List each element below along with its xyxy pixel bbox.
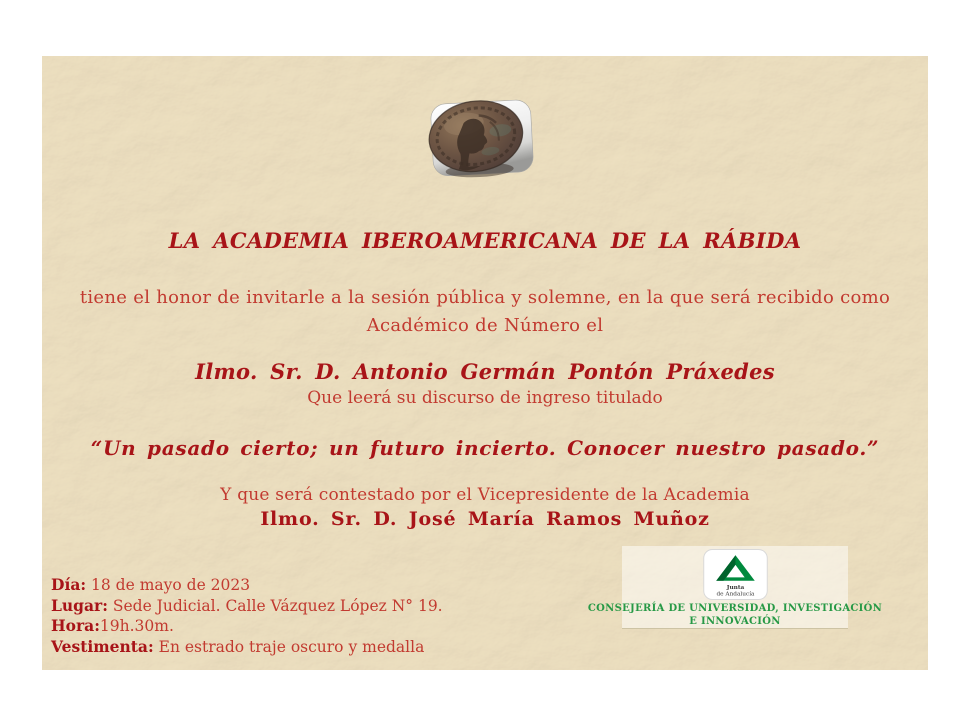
detail-row-dia	[51, 575, 443, 596]
detail-label-hora: Hora:	[51, 616, 100, 635]
detail-value-vestimenta: En estrado traje oscuro y medalla	[153, 637, 425, 656]
event-details	[51, 575, 443, 657]
honoree-subtitle: Que leerá su discurso de ingreso titulado	[307, 388, 663, 408]
response-name: Ilmo. Sr. D. José María Ramos Muñoz	[260, 508, 710, 530]
detail-row-vestimenta	[51, 637, 443, 658]
detail-value-hora: 19h.30m.	[99, 617, 174, 635]
academia-medallion-icon	[422, 96, 538, 180]
invitation-intro	[42, 284, 928, 340]
consejeria-text	[588, 602, 882, 628]
junta-brand-line1: Junta	[726, 584, 744, 591]
detail-row-lugar	[51, 596, 443, 617]
detail-label-dia: Día:	[51, 575, 87, 594]
detail-value-dia: 18 de mayo de 2023	[86, 576, 251, 594]
detail-label-vestimenta: Vestimenta:	[51, 636, 154, 656]
detail-value-lugar: Sede Judicial. Calle Vázquez López N° 19.	[107, 596, 443, 615]
junta-brand-line2: de Andalucía	[715, 591, 755, 598]
consejeria-line1: CONSEJERÍA DE UNIVERSIDAD, INVESTIGACIÓN	[587, 603, 883, 614]
junta-de-andalucia-logo	[702, 549, 769, 600]
intro-line2: Académico de Número el	[366, 315, 604, 336]
academy-title: LA ACADEMIA IBEROAMERICANA DE LA RÁBIDA	[168, 228, 802, 253]
honoree-name: Ilmo. Sr. D. Antonio Germán Pontón Práxedes	[195, 359, 775, 384]
consejeria-line2: E INNOVACIÓN	[689, 616, 781, 627]
response-line: Y que será contestado por el Vicepresidente de la Academia	[220, 485, 750, 505]
invitation-document	[42, 56, 928, 670]
intro-line1: tiene el honor de invitarle a la sesión pública y solemne, en la que será recibido como	[79, 287, 891, 308]
detail-row-hora	[51, 616, 443, 637]
speech-title: “Un pasado cierto; un futuro incierto. Conocer nuestro pasado.”	[90, 436, 880, 460]
detail-label-lugar: Lugar:	[51, 595, 108, 615]
junta-band	[587, 546, 883, 629]
